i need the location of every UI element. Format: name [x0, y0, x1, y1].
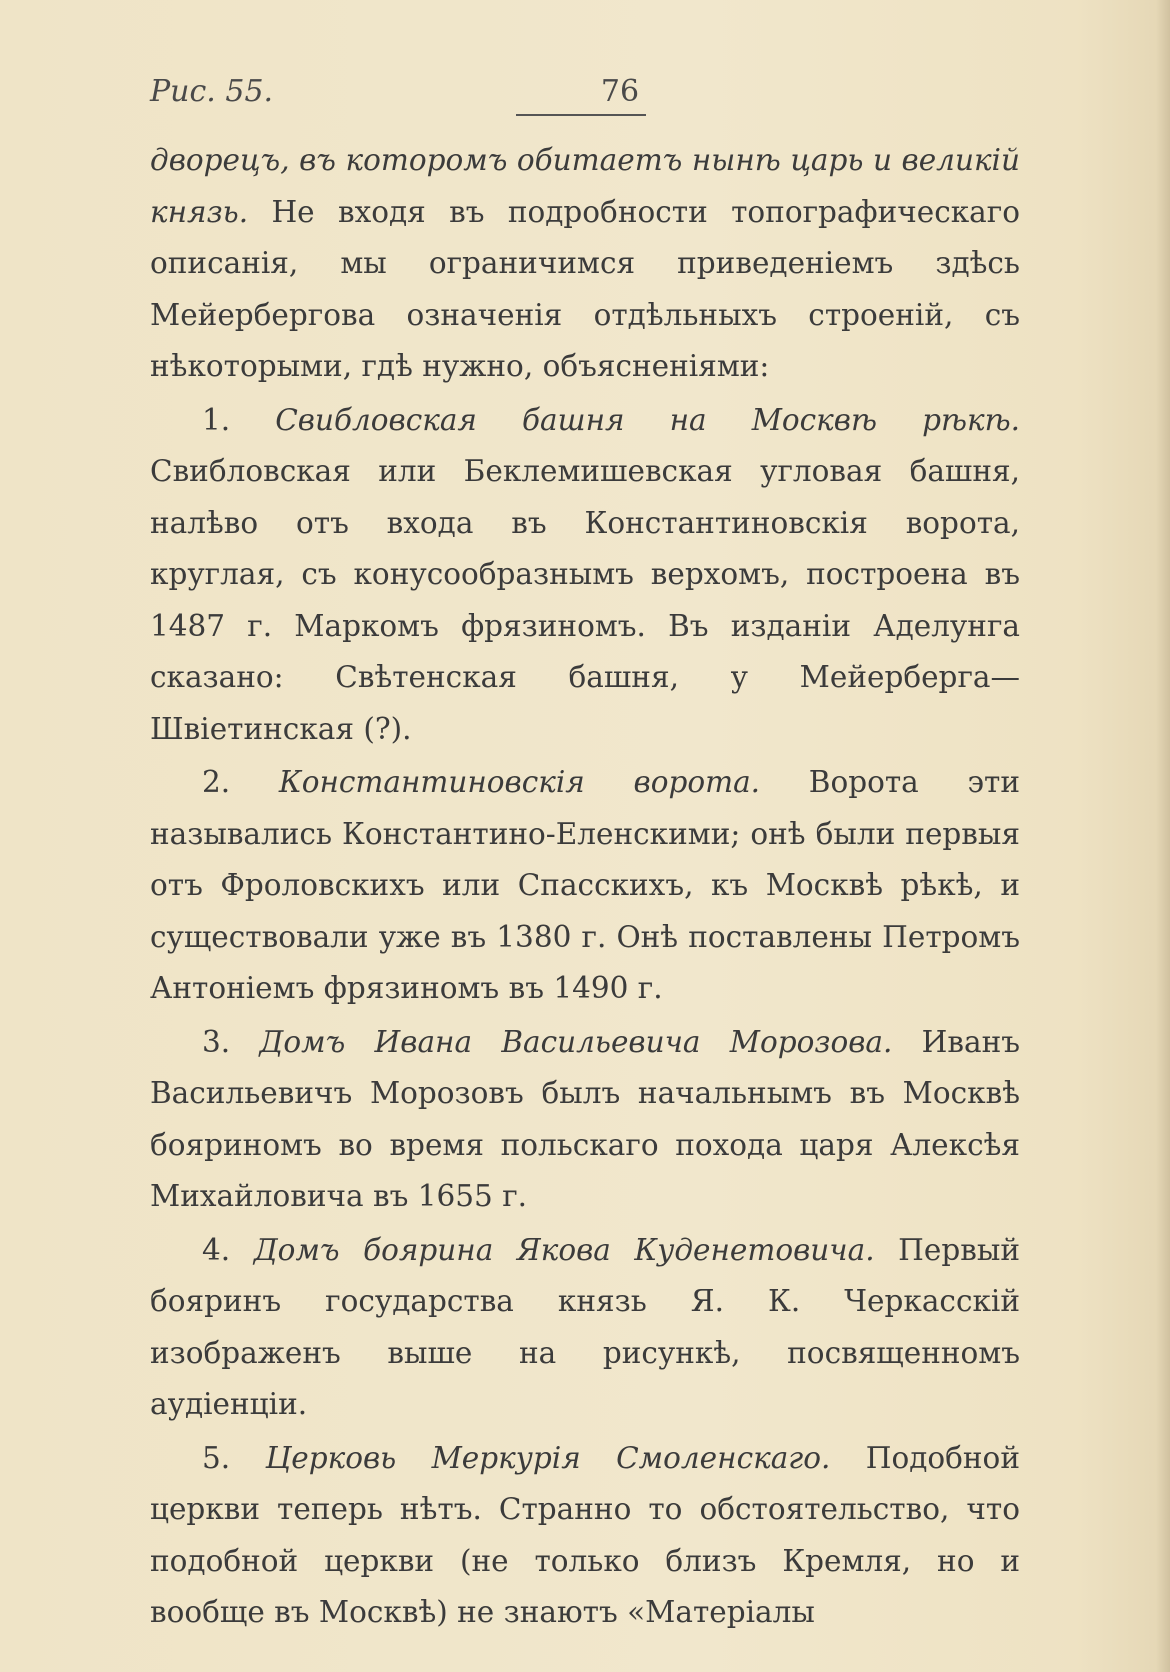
list-item-3 [150, 1017, 1020, 1223]
page-edge-shadow [1156, 0, 1170, 1672]
item-number: 5. [202, 1440, 266, 1475]
page-header [150, 74, 1020, 120]
list-item-2 [150, 757, 1020, 1015]
intro-italic: дворецъ, въ которомъ обитаетъ нынѣ царь и великій князь. [150, 143, 1020, 229]
item-title: Домъ Ивана Васильевича Морозова. [259, 1024, 893, 1059]
item-text: Свибловская или Беклемишевская угловая башня, налѣво отъ входа въ Константиновскія ворота, круглая, съ конусообразнымъ верхомъ, построена въ 1487 г. Маркомъ фрязиномъ. Въ изданіи Аделунга сказано: Свѣтенская башня, у Мейерберга— Швіетинская (?). [150, 454, 1020, 746]
list-item-1 [150, 395, 1020, 756]
list-item-4 [150, 1225, 1020, 1431]
item-title: Домъ боярина Якова Куденетовича. [253, 1232, 875, 1267]
item-text: Иванъ Васильевичъ Морозовъ былъ начальнымъ въ Москвѣ бояриномъ во время польскаго похода царя Алексѣя Михайловича въ 1655 г. [150, 1024, 1021, 1213]
item-text: Первый бояринъ государства князь Я. К. Черкасскій изображенъ выше на рисункѣ, посвященномъ аудіенціи. [150, 1232, 1020, 1421]
item-title: Свибловская башня на Москвѣ рѣкѣ. [275, 402, 1021, 437]
item-number: 2. [202, 765, 279, 799]
list-item-5 [150, 1433, 1020, 1639]
page-number: 76 [600, 74, 640, 109]
intro-paragraph [150, 135, 1020, 393]
item-title: Константиновскія ворота. [278, 765, 761, 799]
item-number: 4. [202, 1232, 254, 1267]
item-title: Церковь Меркурія Смоленскаго. [265, 1440, 831, 1475]
body-text [150, 135, 1020, 1639]
intro-text: Не входя въ подробности топографическаго описанія, мы ограничимся приведеніемъ здѣсь Мейербергова означенія отдѣльныхъ строеній, съ нѣкоторыми, гдѣ нужно, объясненіями: [150, 194, 1020, 383]
figure-label: Рис. 55. [150, 74, 274, 109]
item-text: Ворота эти назывались Константино-Еленскими; онѣ были первыя отъ Фроловскихъ или Спасскихъ, къ Москвѣ рѣкѣ, и существовали уже въ 1380 г. Онѣ поставлены Петромъ Антоніемъ фрязиномъ въ 1490 г. [150, 765, 1020, 1005]
header-rule [516, 114, 646, 116]
item-text: Подобной церкви теперь нѣтъ. Странно то обстоятельство, что подобной церкви (не только близъ Кремля, но и вообще въ Москвѣ) не знаютъ «Матеріалы [150, 1440, 1020, 1629]
item-number: 1. [202, 402, 276, 437]
item-number: 3. [202, 1024, 260, 1059]
